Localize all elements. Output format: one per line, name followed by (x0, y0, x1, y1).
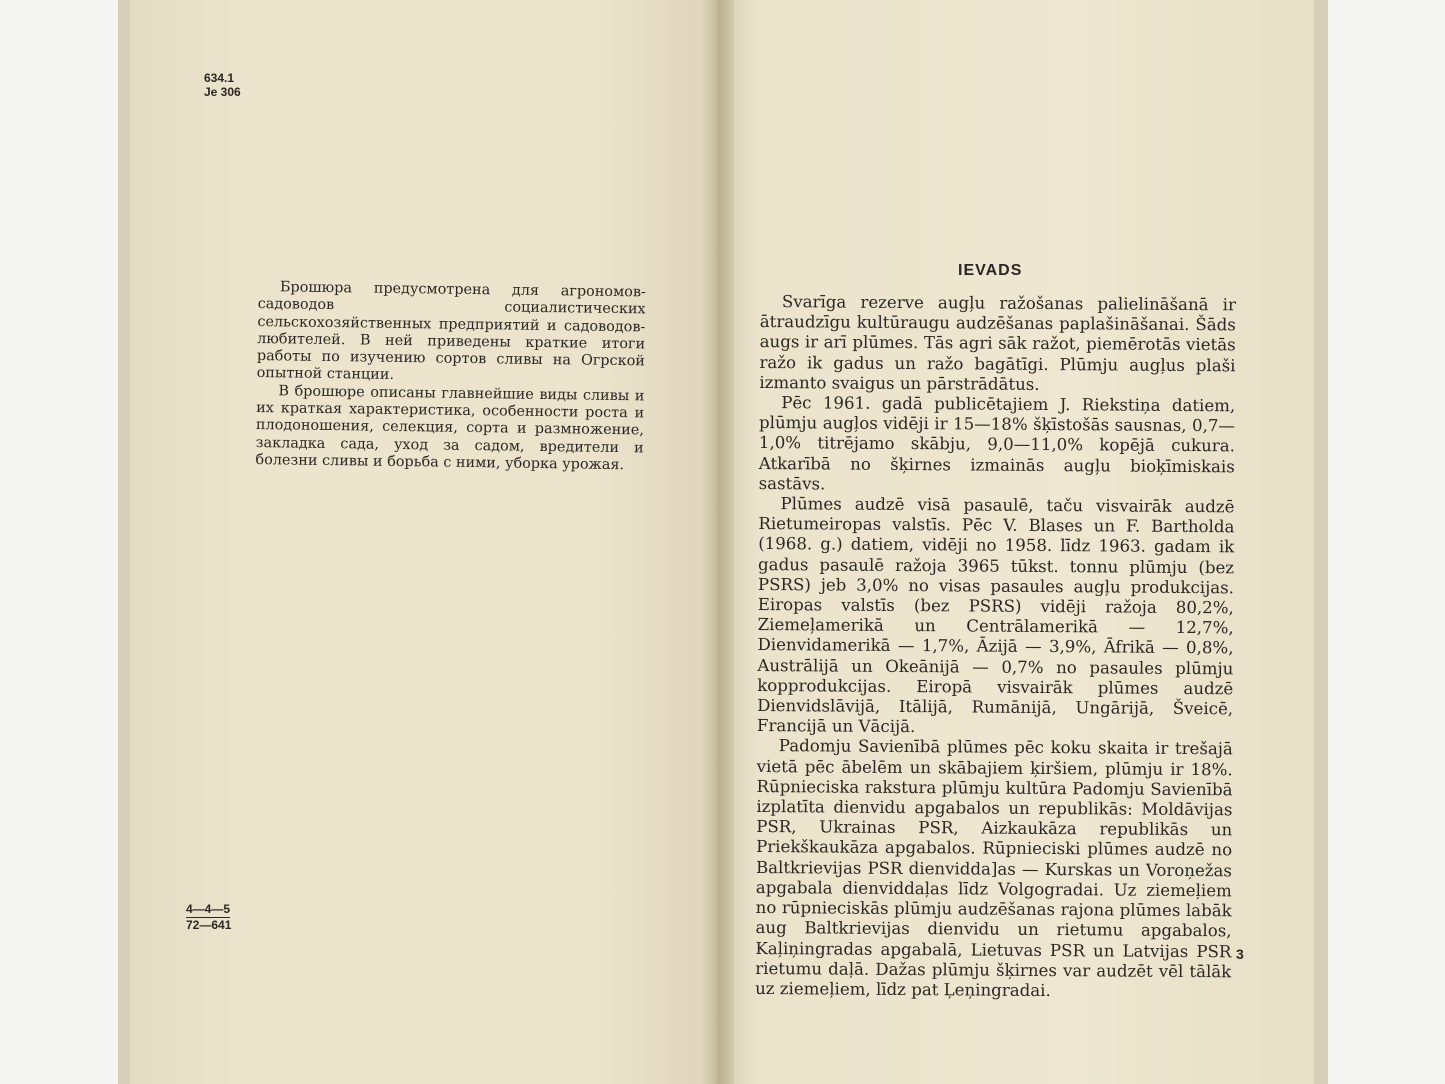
annotation-paragraph: Брошюра предусмотрена для агрономов-садоводов социалистических сельскохозяйственных предприятий и садоводов-любителей. В ней приведены краткие итоги работы по изучению сортов сливы на Огрской опытной станции. (256, 279, 646, 384)
code-numerator: 4—4—5 (186, 902, 231, 916)
author-mark: Je 306 (204, 85, 241, 99)
annotation (255, 279, 646, 475)
code-denominator: 72—641 (186, 918, 232, 932)
annotation-paragraph: В брошюре описаны главнейшие виды сливы и их краткая характеристика, особенности роста и плодоношения, селекция, сорта и размножение, закладка сада, уход за садом, вредители и болезни сливы и борьба с ними, уборка урожая. (255, 383, 645, 474)
chapter-body (755, 292, 1236, 1002)
body-paragraph: Svarīga rezerve augļu ražošanas palielināšanā ir ātraudzīgu kultūraugu audzēšanas paplašināšanai. Šāds augs ir arī plūmes. Tās agri sāk ražot, piemērotās vietās ražo ik gadus un ražo bagātīgi. Plūmju augļus plaši izmanto svaigus un pārstrādātus. (759, 292, 1236, 394)
classification-code (204, 71, 241, 99)
body-paragraph: Pēc 1961. gadā publicētajiem J. Riekstiņa datiem, plūmju augļos vidēji ir 15—18% šķīstošās sausnas, 0,7—1,0% titrējamo skābju, 9,0—11,0% kopējā cukura. Atkarībā no šķirnes izmainās augļu bioķīmiskais sastāvs. (758, 393, 1236, 494)
book-gutter (700, 0, 734, 1084)
page-number: 3 (1236, 946, 1244, 962)
publication-code (186, 902, 231, 933)
chapter-title: IEVADS (958, 262, 1023, 279)
body-paragraph: Plūmes audzē visā pasaulē, taču visvairāk audzē Rietumeiropas valstīs. Pēc V. Blases un F. Bartholda (1968. g.) datiem, vidēji no 1958. līdz 1963. gadam ik gadus pasaulē ražoja 3965 tūkst. tonnu plūmju (bez PSRS) jeb 3,0% no visas pasaules augļu produkcijas. Eiropas valstīs (bez PSRS) vidēji ražoja 80,2%, Ziemeļamerikā un Centrālamerikā — 12,7%, Dienvidamerikā — 1,7%, Āzijā — 3,9%, Āfrikā — 0,8%, Austrālijā un Okeānijā — 0,7% no pasaules plūmju kopprodukcijas. Eiropā visvairāk plūmes audzē Dienvidslāvijā, Itālijā, Rumānijā, Ungārijā, Šveicē, Francijā un Vācijā. (756, 494, 1235, 737)
body-paragraph: Padomju Savienībā plūmes pēc koku skaita ir trešajā vietā pēc ābelēm un skābajiem ķiršiem, plūmju ir 18%. Rūpnieciska rakstura plūmju kultūra Padomju Savienībā izplatīta dienvidu apgabalos un republikās: Moldāvijas PSR, Ukrainas PSR, Aizkaukāza republikās un Priekškaukāza apgabalos. Rūpnieciski plūmes audzē no Baltkrievijas PSR dienvidda]as — Kurskas un Voroņežas apgabala dienviddaļas līdz Volgogradai. Uz ziemeļiem no rūpnieciskās plūmju audzēšanas rajona plūmes labāk aug Baltkrievijas dienvidu un rietumu apgabalos, Kaļiņingradas apgabalā, Lietuvas PSR un Latvijas PSR rietumu daļā. Dažas plūmju šķirnes var audzēt vēl tālāk uz ziemeļiem, līdz pat Ļeņingradai. (755, 736, 1233, 1000)
udc-code: 634.1 (204, 71, 235, 85)
